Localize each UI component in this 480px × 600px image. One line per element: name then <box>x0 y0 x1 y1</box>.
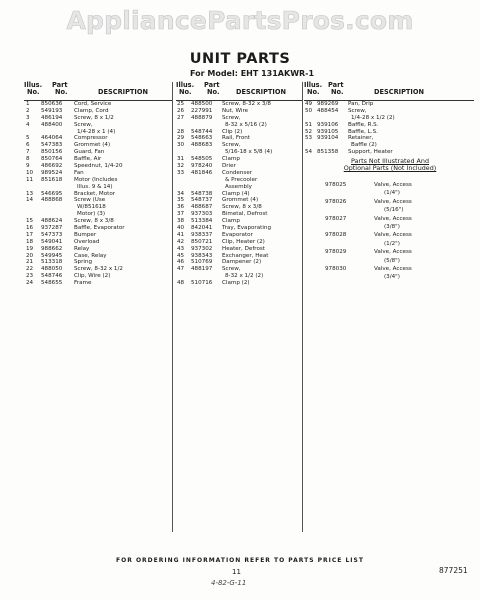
table-row <box>24 122 172 129</box>
ordering-note: FOR ORDERING INFORMATION REFER TO PARTS PRICE LIST <box>116 557 364 564</box>
part-description: Screw, 8 x 3/8 <box>74 218 114 225</box>
header-part: Part <box>328 81 344 89</box>
illus-number: 46 <box>177 259 185 266</box>
table-row <box>24 259 172 266</box>
part-description: Condenser <box>222 169 253 176</box>
part-description: 8-32 x 5/16 (2) <box>225 121 267 128</box>
table-row <box>24 191 172 198</box>
not-illustrated-heading-line-1: Parts Not Illustrated And <box>350 157 430 165</box>
valve-size: (3/8") <box>384 223 400 230</box>
part-description: Tray, Evaporating <box>222 225 272 232</box>
part-description: Screw, <box>348 107 367 114</box>
illus-number: 52 <box>305 128 313 135</box>
header-illus: Illus. <box>176 81 195 89</box>
illus-number: 27 <box>177 114 185 121</box>
not-illustrated-heading <box>310 158 470 172</box>
part-number: 488868 <box>41 197 63 204</box>
part-number: 937287 <box>41 225 63 232</box>
part-description: Baffle, R.S. <box>348 121 379 128</box>
part-description: Nut, Wire <box>222 107 249 114</box>
table-row <box>24 197 172 204</box>
column-header <box>304 82 474 101</box>
part-number: 549193 <box>41 107 63 114</box>
illus-number: 35 <box>177 197 185 204</box>
valve-size: (5/8") <box>384 257 400 264</box>
table-row <box>24 156 172 163</box>
part-number: 939104 <box>317 135 339 142</box>
illus-number: 53 <box>305 135 313 142</box>
table-row <box>24 184 172 191</box>
table-row <box>304 149 474 156</box>
part-number: 548505 <box>191 156 213 163</box>
column-header <box>24 82 172 101</box>
part-description: Clamp, Cord <box>74 107 109 114</box>
parts-column-1 <box>24 82 172 287</box>
table-row <box>304 115 474 122</box>
table-row <box>176 115 303 122</box>
part-number: 842041 <box>191 225 213 232</box>
part-number: 488050 <box>41 266 63 273</box>
table-row <box>176 142 303 149</box>
illus-number: 10 <box>26 169 34 176</box>
valve-size: (1/4") <box>384 190 400 197</box>
part-description: Valve, Access <box>374 215 412 222</box>
header-part-no: No. <box>331 88 344 97</box>
header-illus-no: No. <box>179 88 192 97</box>
table-row <box>24 101 172 108</box>
part-description: Dampener (2) <box>222 259 262 266</box>
illus-number: 40 <box>177 225 185 232</box>
illus-number: 34 <box>177 190 185 197</box>
part-description: Bracket, Motor <box>74 190 116 197</box>
illus-number: 33 <box>177 169 185 176</box>
part-description: Screw (Use <box>74 197 106 204</box>
parts-rows <box>304 101 474 156</box>
table-row <box>24 170 172 177</box>
page-number: 11 <box>232 568 241 576</box>
part-number: 488400 <box>41 121 63 128</box>
part-description: Compressor <box>74 135 108 142</box>
table-row <box>176 273 303 280</box>
illus-number: 28 <box>177 128 185 135</box>
table-row <box>24 266 172 273</box>
part-number: 488197 <box>191 266 213 273</box>
table-row <box>176 184 303 191</box>
part-number: 547383 <box>41 142 63 149</box>
header-illus-no: No. <box>307 88 320 97</box>
part-number: 989269 <box>317 101 339 107</box>
illus-number: 7 <box>26 149 30 156</box>
part-number: 481846 <box>191 169 213 176</box>
table-row <box>176 218 303 225</box>
table-row <box>24 129 172 136</box>
part-description: Motor) (3) <box>77 211 106 218</box>
illus-number: 13 <box>26 190 34 197</box>
illus-number: 47 <box>177 266 185 273</box>
watermark: AppliancePartsPros.com <box>66 6 414 35</box>
part-description: Clamp (4) <box>222 190 250 197</box>
part-number: 850721 <box>191 238 213 245</box>
list-item <box>304 232 474 240</box>
part-description: Spring <box>74 259 93 266</box>
model-line: For Model: EHT 131AKWR-1 <box>190 69 315 78</box>
part-number: 938337 <box>191 231 213 238</box>
list-item-size <box>304 190 474 198</box>
parts-rows <box>24 101 172 287</box>
part-description: Guard, Fan <box>74 149 105 156</box>
part-description: Bumper <box>74 231 97 238</box>
illus-number: 45 <box>177 252 185 259</box>
part-number: 850156 <box>41 149 63 156</box>
part-description: W/851618 <box>77 204 106 211</box>
part-description: Exchanger, Heat <box>222 252 269 259</box>
part-number: 548738 <box>191 190 213 197</box>
header-description: DESCRIPTION <box>98 88 149 96</box>
part-description: Valve, Access <box>374 182 412 188</box>
list-item <box>304 216 474 224</box>
part-number: 939105 <box>317 128 339 135</box>
table-row <box>176 204 303 211</box>
part-number: 978027 <box>325 215 347 222</box>
table-row <box>176 253 303 260</box>
table-row <box>176 170 303 177</box>
table-row <box>24 204 172 211</box>
illus-number: 9 <box>26 163 30 170</box>
part-description: Evaporator <box>222 231 253 238</box>
illus-number: 37 <box>177 211 185 218</box>
part-description: Speednut, 1/4-20 <box>74 163 123 170</box>
list-item-size <box>304 207 474 215</box>
part-description: Clip (2) <box>222 128 243 135</box>
part-description: Screw, <box>222 114 241 121</box>
header-description: DESCRIPTION <box>236 88 287 96</box>
table-row <box>24 211 172 218</box>
part-description: Clip, Wire (2) <box>74 273 111 280</box>
illus-number: 11 <box>26 176 34 183</box>
parts-column-2 <box>176 82 303 287</box>
column-divider <box>302 82 303 532</box>
part-number: 488683 <box>191 142 213 149</box>
table-row <box>24 218 172 225</box>
part-number: 547373 <box>41 231 63 238</box>
illus-number: 38 <box>177 218 185 225</box>
part-number: 937302 <box>191 245 213 252</box>
part-number: 851618 <box>41 176 63 183</box>
illus-number: 21 <box>26 259 34 266</box>
illus-number: 25 <box>177 101 185 107</box>
table-row <box>24 280 172 287</box>
part-description: Grommet (4) <box>74 142 111 149</box>
part-number: 464064 <box>41 135 63 142</box>
table-row <box>176 197 303 204</box>
part-number: 978026 <box>325 198 347 205</box>
part-description: Screw, 8 x 3/8 <box>222 204 262 211</box>
table-row <box>304 101 474 108</box>
part-number: 486194 <box>41 114 63 121</box>
part-description: Baffle (2) <box>351 142 377 149</box>
table-row <box>304 129 474 136</box>
part-number: 488687 <box>191 204 213 211</box>
table-row <box>304 142 474 149</box>
part-number: 850636 <box>41 101 63 107</box>
part-description: Support, Heater <box>348 149 393 156</box>
part-number: 548737 <box>191 197 213 204</box>
part-number: 510716 <box>191 280 213 287</box>
table-row <box>304 122 474 129</box>
parts-column-3 <box>304 81 474 281</box>
table-row <box>24 232 172 239</box>
table-row <box>24 239 172 246</box>
illus-number: 5 <box>26 135 30 142</box>
part-number: 513318 <box>41 259 63 266</box>
part-description: Cord, Service <box>74 101 112 107</box>
part-description: 1/4-28 x 1/2 (2) <box>351 114 395 121</box>
illus-number: 3 <box>26 114 30 121</box>
table-row <box>176 135 303 142</box>
illus-number: 14 <box>26 197 34 204</box>
table-row <box>24 246 172 253</box>
illus-number: 20 <box>26 252 34 259</box>
part-number: 486692 <box>41 163 63 170</box>
list-item <box>304 182 474 190</box>
table-row <box>176 149 303 156</box>
table-row <box>176 232 303 239</box>
part-number: 488500 <box>191 101 213 107</box>
header-part: Part <box>204 81 220 89</box>
part-number: 978028 <box>325 232 347 239</box>
valve-size: (1/2") <box>384 240 400 247</box>
table-row <box>176 129 303 136</box>
part-description: Overload <box>74 238 100 245</box>
list-item-size <box>304 274 474 282</box>
part-description: Baffle, Air <box>74 156 102 163</box>
illus-number: 31 <box>177 156 185 163</box>
illus-number: 54 <box>305 149 313 156</box>
part-description: Retainer, <box>348 135 374 142</box>
valve-size: (5/16") <box>384 207 404 214</box>
part-number: 546695 <box>41 190 63 197</box>
table-row <box>24 149 172 156</box>
table-row <box>176 211 303 218</box>
illus-number: 17 <box>26 231 34 238</box>
part-number: 988662 <box>41 245 63 252</box>
illus-number: 48 <box>177 280 185 287</box>
valve-size: (3/4") <box>384 274 400 281</box>
header-part-no: No. <box>55 88 68 97</box>
illus-number: 51 <box>305 121 313 128</box>
not-illustrated-heading-line-2: Optional Parts (Not Included) <box>343 164 437 173</box>
not-illustrated-rows <box>304 182 474 283</box>
part-description: Screw, <box>222 266 241 273</box>
illus-number: 50 <box>305 107 313 114</box>
part-description: Rail, Front <box>222 135 251 142</box>
table-row <box>24 142 172 149</box>
part-number: 549945 <box>41 252 63 259</box>
table-row <box>24 108 172 115</box>
document-number: 877251 <box>439 566 468 575</box>
part-description: Screw, 8 x 1/2 <box>74 114 114 121</box>
part-description: Screw, 8-32 x 1/2 <box>74 266 123 273</box>
table-row <box>176 163 303 170</box>
table-row <box>304 135 474 142</box>
part-description: Valve, Access <box>374 265 412 272</box>
illus-number: 30 <box>177 142 185 149</box>
part-number: 548744 <box>191 128 213 135</box>
illus-number: 22 <box>26 266 34 273</box>
illus-number: 29 <box>177 135 185 142</box>
part-description: & Precooler <box>225 176 258 183</box>
part-description: Clamp (2) <box>222 280 250 287</box>
header-illus: Illus. <box>24 81 43 89</box>
part-number: 549041 <box>41 238 63 245</box>
part-number: 227991 <box>191 107 213 114</box>
list-item <box>304 249 474 257</box>
part-description: Bimetal, Defrost <box>222 211 268 218</box>
table-row <box>24 273 172 280</box>
part-description: Frame <box>74 280 92 287</box>
illus-number: 2 <box>26 107 30 114</box>
part-number: 510769 <box>191 259 213 266</box>
part-description: Grommet (4) <box>222 197 259 204</box>
illus-number: 41 <box>177 231 185 238</box>
part-description: Clamp <box>222 218 240 225</box>
illus-number: 24 <box>26 280 34 287</box>
table-row <box>176 108 303 115</box>
part-number: 939106 <box>317 121 339 128</box>
part-number: 851358 <box>317 149 339 156</box>
part-description: Motor (Includes <box>74 176 118 183</box>
part-description: Valve, Access <box>374 198 412 205</box>
part-number: 513384 <box>191 218 213 225</box>
illus-number: 19 <box>26 245 34 252</box>
table-row <box>24 163 172 170</box>
illus-number: 23 <box>26 273 34 280</box>
part-description: Illus. 9 & 14) <box>77 183 113 190</box>
part-description: Screw, 8-32 x 3/8 <box>222 101 271 107</box>
header-description: DESCRIPTION <box>374 88 425 96</box>
part-description: Relay <box>74 245 90 252</box>
illus-number: 49 <box>305 101 313 107</box>
table-row <box>176 246 303 253</box>
list-item <box>304 199 474 207</box>
part-number: 548655 <box>41 280 63 287</box>
table-row <box>176 177 303 184</box>
table-row <box>24 135 172 142</box>
illus-number: 26 <box>177 107 185 114</box>
table-row <box>24 177 172 184</box>
list-item-size <box>304 258 474 266</box>
part-description: Assembly <box>225 183 252 190</box>
part-description: Baffle, Evaporator <box>74 225 125 232</box>
part-number: 978240 <box>191 163 213 170</box>
table-row <box>176 280 303 287</box>
parts-rows <box>176 101 303 287</box>
illus-number: 32 <box>177 163 185 170</box>
illus-number: 42 <box>177 238 185 245</box>
table-row <box>24 225 172 232</box>
part-number: 488879 <box>191 114 213 121</box>
table-row <box>176 266 303 273</box>
part-number: 937303 <box>191 211 213 218</box>
table-row <box>24 115 172 122</box>
part-description: Heater, Defrost <box>222 245 265 252</box>
part-description: Pan, Drip <box>348 101 374 107</box>
part-number: 488624 <box>41 218 63 225</box>
part-description: Clip, Heater (2) <box>222 238 265 245</box>
table-row <box>176 239 303 246</box>
part-description: Screw, <box>222 142 241 149</box>
column-header <box>176 82 303 101</box>
part-description: 1/4-28 x 1 (4) <box>77 128 116 135</box>
table-row <box>176 191 303 198</box>
header-part: Part <box>52 81 68 89</box>
handwritten-note: 4-82-G-11 <box>211 579 247 587</box>
part-number: 978025 <box>325 182 347 188</box>
illus-number: 15 <box>26 218 34 225</box>
part-number: 850764 <box>41 156 63 163</box>
part-description: Clamp <box>222 156 240 163</box>
column-divider <box>172 82 173 532</box>
header-illus-no: No. <box>27 88 40 97</box>
table-row <box>24 253 172 260</box>
illus-number: 6 <box>26 142 30 149</box>
illus-number: 36 <box>177 204 185 211</box>
illus-number: 16 <box>26 225 34 232</box>
list-item <box>304 266 474 274</box>
part-description: 8-32 x 1/2 (2) <box>225 273 264 280</box>
part-description: Valve, Access <box>374 249 412 256</box>
page-title: UNIT PARTS <box>189 51 291 67</box>
illus-number: 8 <box>26 156 30 163</box>
part-number: 978029 <box>325 249 347 256</box>
list-item-size <box>304 241 474 249</box>
part-description: Case, Relay <box>74 252 107 259</box>
part-number: 938343 <box>191 252 213 259</box>
part-number: 989524 <box>41 169 63 176</box>
part-description: Drier <box>222 163 236 170</box>
header-illus: Illus. <box>304 81 323 89</box>
header-part-no: No. <box>207 88 220 97</box>
table-row <box>176 225 303 232</box>
illus-number: 1 <box>26 101 30 107</box>
part-description: Fan <box>74 169 84 176</box>
part-description: Valve, Access <box>374 232 412 239</box>
part-description: Screw, <box>74 121 93 128</box>
part-description: Baffle, L.S. <box>348 128 378 135</box>
part-number: 548663 <box>191 135 213 142</box>
table-row <box>176 122 303 129</box>
part-description: 5/16-18 x 5/8 (4) <box>225 149 273 156</box>
table-row <box>304 108 474 115</box>
illus-number: 43 <box>177 245 185 252</box>
part-number: 548746 <box>41 273 63 280</box>
part-number: 488454 <box>317 107 339 114</box>
table-row <box>176 156 303 163</box>
illus-number: 18 <box>26 238 34 245</box>
illus-number: 4 <box>26 121 30 128</box>
list-item-size <box>304 224 474 232</box>
table-row <box>176 101 303 108</box>
part-number: 978030 <box>325 265 347 272</box>
table-row <box>176 259 303 266</box>
